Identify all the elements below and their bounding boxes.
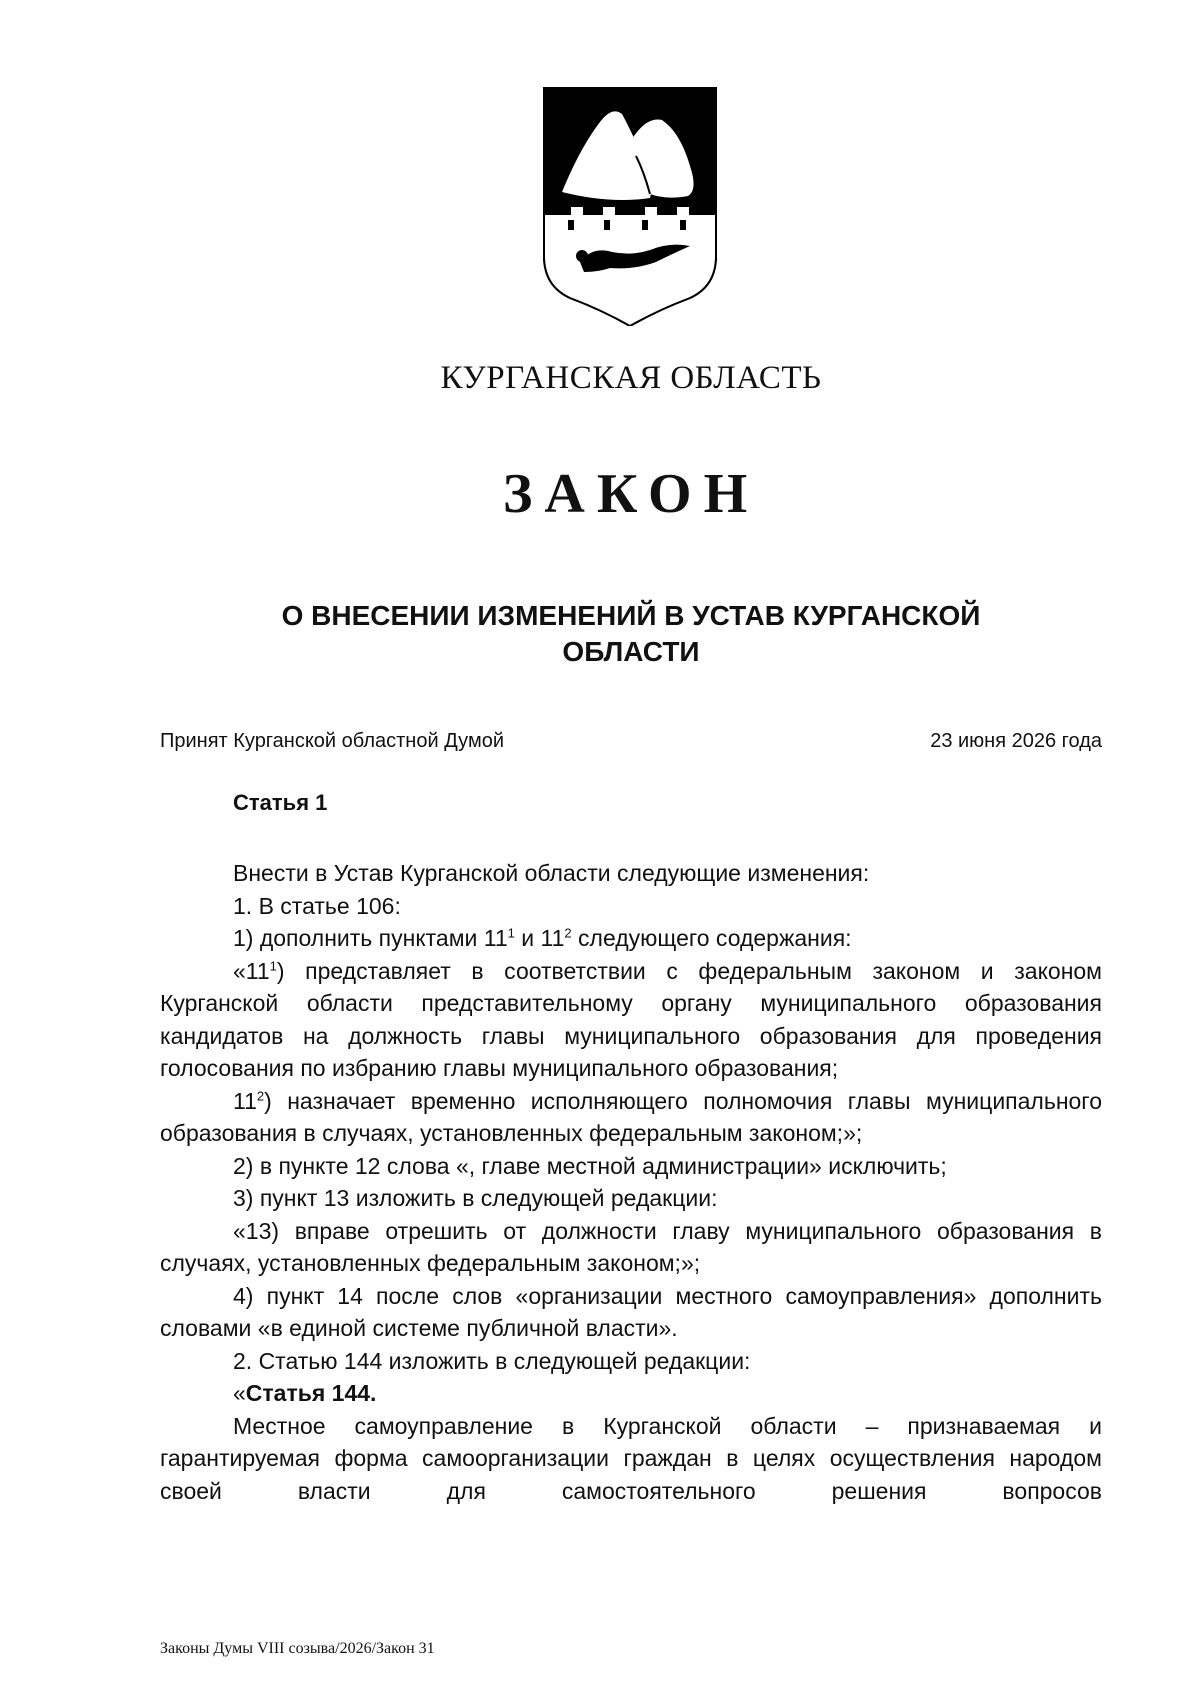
adopted-by: Принят Курганской областной Думой bbox=[160, 730, 504, 752]
law-title bbox=[0, 598, 1200, 670]
paragraph: «$11^1$) представляет в соответствии с федеральным законом и законом Курганской области представительному органу муниципального образования кандидатов на должность главы муниципального образования для проведения голосования по избранию главы муниципального образования; bbox=[160, 957, 1102, 1081]
paragraph: «Статья 144. bbox=[233, 1380, 377, 1406]
article-body bbox=[160, 857, 1102, 1507]
paragraph: 2. Статью 144 изложить в следующей редакции: bbox=[233, 1347, 751, 1374]
paragraph: $11^2$) назначает временно исполняющего полномочия главы муниципального образования в случаях, установленных федеральным законом;»; bbox=[160, 1087, 1102, 1146]
paragraph: «13) вправе отрешить от должности главу муниципального образования в случаях, установленных федеральным законом;»; bbox=[160, 1217, 1102, 1276]
coat-of-arms-icon bbox=[540, 86, 720, 326]
paragraph: 2) в пункте 12 слова «, главе местной администрации» исключить; bbox=[233, 1152, 947, 1179]
paragraph: Местное самоуправление в Курганской области – признаваемая и гарантируемая форма самоорганизации граждан в целях осуществления народом своей власти для самостоятельного решения вопросов bbox=[160, 1412, 1102, 1504]
document-type: ЗАКОН bbox=[502, 463, 760, 525]
paragraph: Внести в Устав Курганской области следующие изменения: bbox=[233, 860, 870, 886]
paragraph: 3) пункт 13 изложить в следующей редакции: bbox=[233, 1185, 718, 1211]
footer-reference: Законы Думы VIII созыва/2026/Закон 31 bbox=[160, 1640, 435, 1657]
law-title-line-1: О ВНЕСЕНИИ ИЗМЕНЕНИЙ В УСТАВ КУРГАНСКОЙ bbox=[281, 600, 981, 631]
article-heading: Статья 1 bbox=[233, 790, 328, 815]
paragraph: 1. В статье 106: bbox=[233, 892, 401, 919]
paragraph: 4) пункт 14 после слов «организации местного самоуправления» дополнить словами «в единой системе публичной власти». bbox=[160, 1282, 1102, 1341]
quoted-article-heading: Статья 144. bbox=[245, 1380, 377, 1406]
region-name: КУРГАНСКАЯ ОБЛАСТЬ bbox=[440, 360, 822, 396]
paragraph: 1) дополнить пунктами $11^1$ и $11^2$ следующего содержания: bbox=[233, 925, 852, 951]
adoption-date: 23 июня 2026 года bbox=[930, 730, 1102, 752]
law-title-line-2: ОБЛАСТИ bbox=[562, 636, 700, 667]
adoption-row bbox=[160, 730, 1102, 760]
